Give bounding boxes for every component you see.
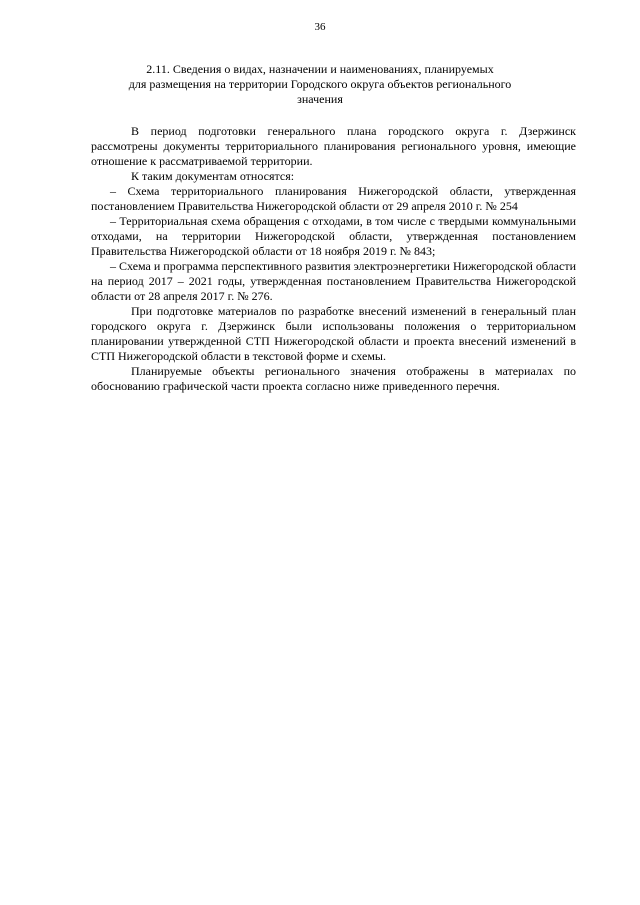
paragraph-documents-lead: К таким документам относятся: <box>131 169 295 183</box>
section-heading-line: значения <box>297 92 343 106</box>
list-item-stp: – Схема территориального планирования Нижегородской области, утвержденная постановлением Правительства Нижегородской области от 29 апреля 2010 г. № 254 <box>91 184 576 213</box>
section-heading <box>120 62 520 107</box>
paragraph-planned-objects: Планируемые объекты регионального значения отображены в материалах по обоснованию графической части проекта согласно ниже приведенного перечня. <box>91 364 576 393</box>
list-item-energy-scheme: – Схема и программа перспективного развития электроэнергетики Нижегородской области на период 2017 – 2021 годы, утвержденная постановлением Правительства Нижегородской области от 28 апреля 2017 г. № 276. <box>91 259 576 303</box>
paragraph-materials: При подготовке материалов по разработке внесений изменений в генеральный план городского округа г. Дзержинск были использованы положения о территориальном планировании утвержденной СТП Нижегородской области и проекта внесений изменений в СТП Нижегородской области в текстовой форме и схемы. <box>91 304 576 363</box>
page-number: 36 <box>314 21 326 33</box>
paragraph-intro: В период подготовки генерального плана городского округа г. Дзержинск рассмотрены документы территориального планирования регионального уровня, имеющие отношение к рассматриваемой территории. <box>91 124 576 168</box>
section-heading-line: 2.11. Сведения о видах, назначении и наименованиях, планируемых <box>146 62 494 76</box>
list-item-waste-scheme: – Территориальная схема обращения с отходами, в том числе с твердыми коммунальными отходами, на территории Нижегородской области, утвержденная постановлением Правительства Нижегородской области от 18 ноября 2019 г. № 843; <box>91 214 576 258</box>
section-heading-line: для размещения на территории Городского округа объектов регионального <box>128 77 512 91</box>
document-body <box>91 124 576 394</box>
